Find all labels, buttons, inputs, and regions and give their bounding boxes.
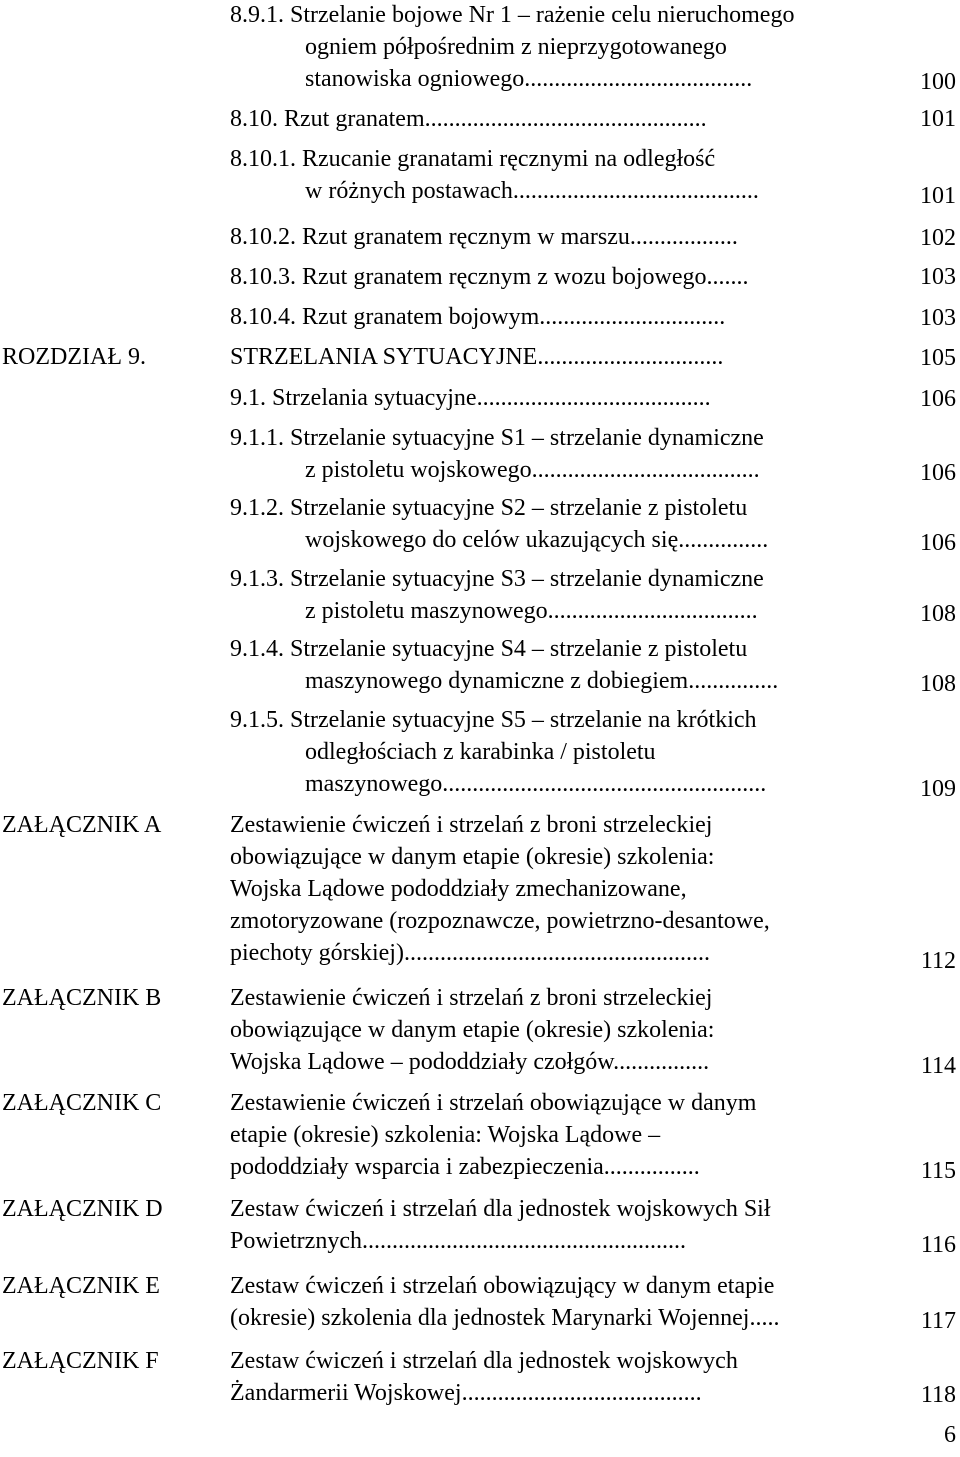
toc-page-number: 101 bbox=[920, 106, 956, 132]
toc-entry-line: wojskowego do celów ukazujących się............... bbox=[305, 527, 769, 553]
toc-entry-line: STRZELANIA SYTUACYJNE............................... bbox=[230, 344, 724, 370]
toc-entry-line: Zestawienie ćwiczeń i strzelań z broni strzeleckiej bbox=[230, 985, 713, 1011]
appendix-label: ZAŁĄCZNIK A bbox=[2, 812, 162, 838]
toc-entry-line: zmotoryzowane (rozpoznawcze, powietrzno-desantowe, bbox=[230, 908, 770, 934]
toc-entry-line: 8.10.3. Rzut granatem ręcznym z wozu bojowego....... bbox=[230, 264, 749, 290]
toc-entry-line: z pistoletu wojskowego...................................... bbox=[305, 457, 760, 483]
toc-page-number: 108 bbox=[920, 671, 956, 697]
toc-entry-line: pododdziały wsparcia i zabezpieczenia................ bbox=[230, 1154, 700, 1180]
toc-entry-line: z pistoletu maszynowego................................... bbox=[305, 598, 758, 624]
appendix-label: ZAŁĄCZNIK B bbox=[2, 985, 162, 1011]
toc-entry-line: 9.1. Strzelania sytuacyjne....................................... bbox=[230, 385, 711, 411]
toc-entry-line: Wojska Lądowe pododdziały zmechanizowane, bbox=[230, 876, 687, 902]
toc-page-number: 106 bbox=[920, 460, 956, 486]
toc-entry-line: maszynowego...................................................... bbox=[305, 771, 767, 797]
appendix-label: ZAŁĄCZNIK F bbox=[2, 1348, 159, 1374]
chapter-label: ROZDZIAŁ 9. bbox=[2, 344, 146, 370]
toc-entry-line: piechoty górskiej)................................................... bbox=[230, 940, 710, 966]
page-number: 6 bbox=[944, 1422, 956, 1448]
toc-page-number: 105 bbox=[920, 345, 956, 371]
toc-page-number: 116 bbox=[920, 1232, 956, 1258]
toc-page-number: 106 bbox=[920, 386, 956, 412]
toc-entry-line: Powietrznych...................................................... bbox=[230, 1228, 686, 1254]
toc-page-number: 118 bbox=[920, 1382, 956, 1408]
toc-entry-line: 9.1.5. Strzelanie sytuacyjne S5 – strzelanie na krótkich bbox=[230, 707, 757, 733]
toc-entry-line: Zestaw ćwiczeń i strzelań obowiązujący w danym etapie bbox=[230, 1273, 775, 1299]
toc-entry-line: w różnych postawach......................................... bbox=[305, 178, 759, 204]
toc-entry-line: obowiązujące w danym etapie (okresie) szkolenia: bbox=[230, 844, 715, 870]
toc-entry-line: maszynowego dynamiczne z dobiegiem............... bbox=[305, 668, 779, 694]
toc-entry-line: 9.1.3. Strzelanie sytuacyjne S3 – strzelanie dynamiczne bbox=[230, 566, 764, 592]
appendix-label: ZAŁĄCZNIK D bbox=[2, 1196, 163, 1222]
toc-entry-line: 8.10. Rzut granatem............................................... bbox=[230, 106, 707, 132]
toc-entry-line: Zestawienie ćwiczeń i strzelań z broni strzeleckiej bbox=[230, 812, 713, 838]
toc-entry-line: 9.1.2. Strzelanie sytuacyjne S2 – strzelanie z pistoletu bbox=[230, 495, 748, 521]
toc-page-number: 109 bbox=[920, 776, 956, 802]
toc-entry-line: 8.10.4. Rzut granatem bojowym............................... bbox=[230, 304, 726, 330]
toc-page-number: 112 bbox=[920, 948, 956, 974]
toc-page-number: 115 bbox=[920, 1158, 956, 1184]
toc-page-number: 101 bbox=[920, 183, 956, 209]
toc-entry-line: Zestaw ćwiczeń i strzelań dla jednostek wojskowych bbox=[230, 1348, 738, 1374]
toc-entry-line: Żandarmerii Wojskowej........................................ bbox=[230, 1380, 702, 1406]
toc-entry-line: Wojska Lądowe – pododdziały czołgów................ bbox=[230, 1049, 710, 1075]
toc-page-number: 108 bbox=[920, 601, 956, 627]
toc-entry-line: 9.1.1. Strzelanie sytuacyjne S1 – strzelanie dynamiczne bbox=[230, 425, 764, 451]
toc-entry-line: 8.10.1. Rzucanie granatami ręcznymi na odległość bbox=[230, 146, 716, 172]
appendix-label: ZAŁĄCZNIK C bbox=[2, 1090, 162, 1116]
toc-entry-line: stanowiska ogniowego...................................... bbox=[305, 66, 753, 92]
toc-page-number: 106 bbox=[920, 530, 956, 556]
toc-entry-line: ogniem półpośrednim z nieprzygotowanego bbox=[305, 34, 727, 60]
toc-entry-line: Zestaw ćwiczeń i strzelań dla jednostek wojskowych Sił bbox=[230, 1196, 771, 1222]
toc-page-number: 103 bbox=[920, 305, 956, 331]
toc-entry-line: Zestawienie ćwiczeń i strzelań obowiązujące w danym bbox=[230, 1090, 757, 1116]
toc-entry-line: 8.9.1. Strzelanie bojowe Nr 1 – rażenie celu nieruchomego bbox=[230, 2, 795, 28]
toc-page-number: 114 bbox=[920, 1053, 956, 1079]
toc-page-number: 102 bbox=[920, 225, 956, 251]
toc-entry-line: odległościach z karabinka / pistoletu bbox=[305, 739, 656, 765]
appendix-label: ZAŁĄCZNIK E bbox=[2, 1273, 160, 1299]
toc-entry-line: 8.10.2. Rzut granatem ręcznym w marszu.................. bbox=[230, 224, 738, 250]
toc-page-number: 100 bbox=[920, 69, 956, 95]
toc-entry-line: obowiązujące w danym etapie (okresie) szkolenia: bbox=[230, 1017, 715, 1043]
toc-entry-line: 9.1.4. Strzelanie sytuacyjne S4 – strzelanie z pistoletu bbox=[230, 636, 748, 662]
toc-page-number: 103 bbox=[920, 264, 956, 290]
toc-entry-line: etapie (okresie) szkolenia: Wojska Lądowe – bbox=[230, 1122, 661, 1148]
toc-entry-line: (okresie) szkolenia dla jednostek Marynarki Wojennej..... bbox=[230, 1305, 780, 1331]
toc-page-number: 117 bbox=[920, 1308, 956, 1334]
